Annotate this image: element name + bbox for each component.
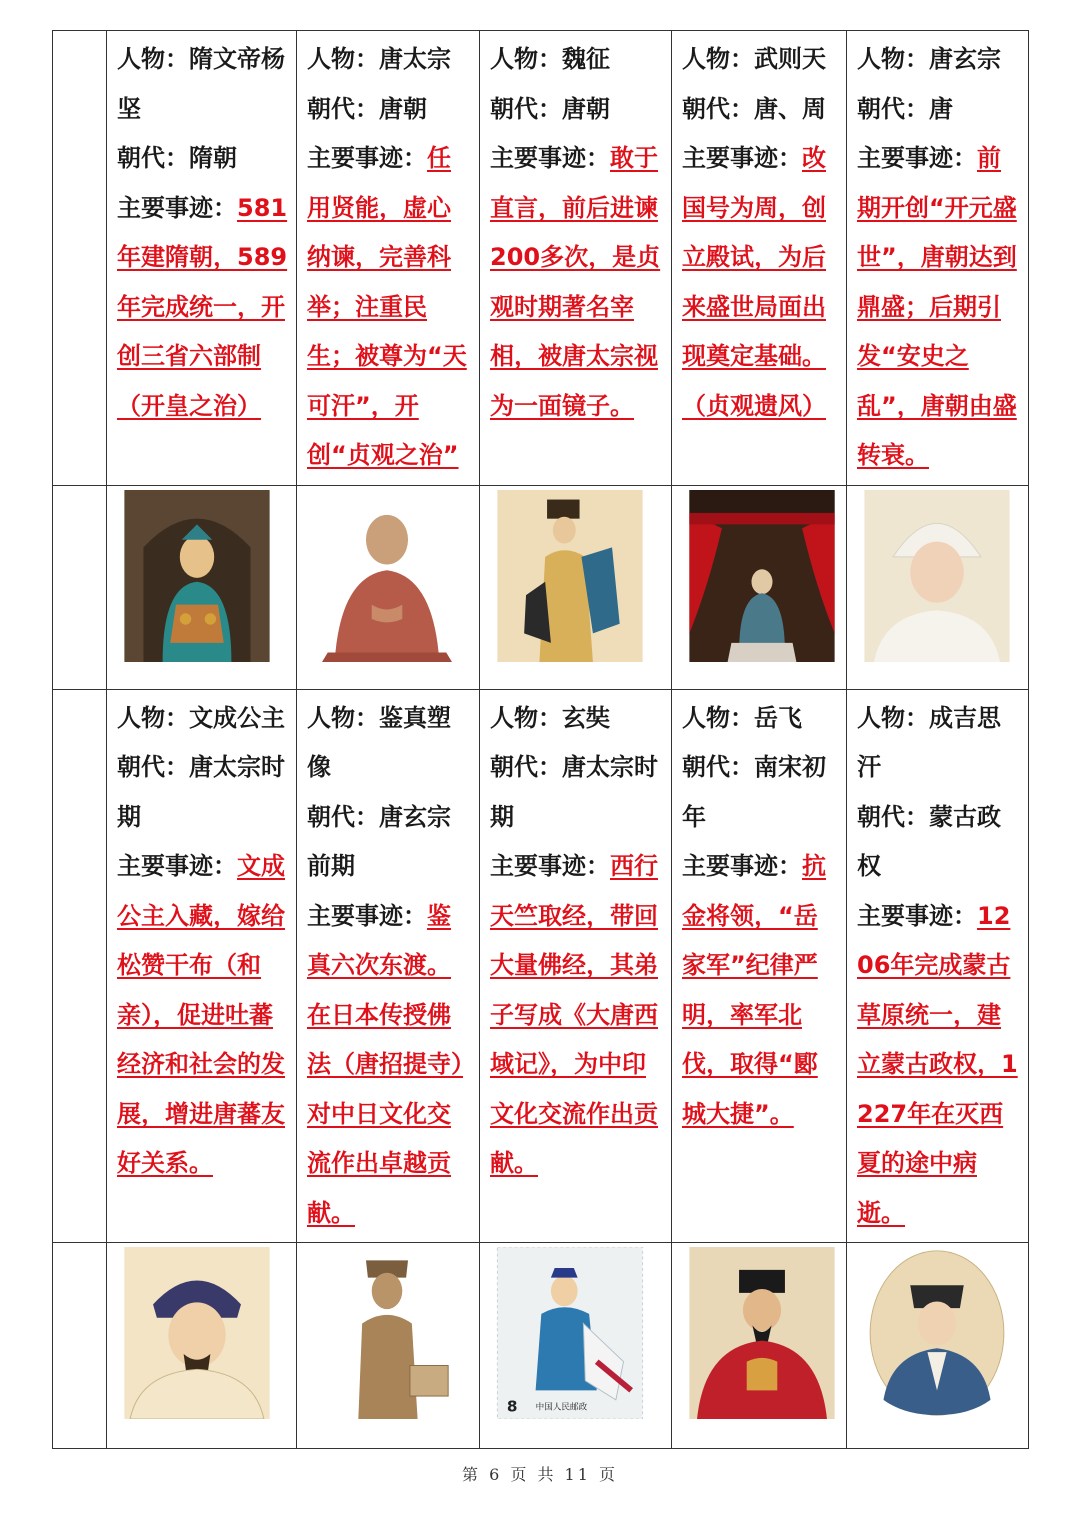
deeds-label: 主要事迹：	[490, 852, 610, 880]
throne-statue-icon	[686, 490, 838, 662]
figure-cell	[107, 31, 297, 486]
figure-cell	[297, 31, 480, 486]
table-row	[53, 689, 1029, 1243]
stamp-value: 8	[506, 1397, 518, 1416]
image-cell	[672, 485, 847, 689]
deeds-text: 抗金将领，“岳家军”纪律严明，率军北伐，取得“郾城大捷”。	[682, 852, 826, 1128]
table-row	[53, 485, 1029, 689]
person-label: 人物：成吉思汗	[857, 703, 1001, 781]
dynasty-label: 朝代：唐、周	[682, 94, 826, 123]
image-cell	[847, 1243, 1029, 1449]
deeds-text: 鉴真六次东渡。在日本传授佛法（唐招提寺）对中日文化交流作出卓越贡献。	[307, 901, 463, 1227]
image-cell	[297, 485, 480, 689]
person-label: 人物：玄奘	[490, 703, 610, 732]
dynasty-label: 朝代：唐太宗时期	[117, 753, 285, 831]
figure-cell	[480, 31, 672, 486]
white-robed-portrait-icon	[861, 490, 1013, 662]
dynasty-label: 朝代：唐太宗时期	[490, 753, 658, 831]
figure-cell	[847, 31, 1029, 486]
image-cell	[847, 485, 1029, 689]
seated-monk-statue-icon	[311, 490, 463, 662]
deeds-text: 文成公主入藏，嫁给松赞干布（和亲），促进吐蕃经济和社会的发展，增进唐蕃友好关系。	[117, 852, 285, 1177]
empty-side-cell	[53, 689, 107, 1243]
person-label: 人物：唐太宗	[307, 45, 451, 73]
table-row	[53, 31, 1029, 486]
person-label: 人物：鉴真塑像	[307, 703, 451, 781]
figure-cell	[672, 31, 847, 486]
deeds-label: 主要事迹：	[682, 852, 802, 880]
dynasty-label: 朝代：蒙古政权	[857, 802, 1001, 880]
image-cell	[107, 485, 297, 689]
dynasty-label: 朝代：唐朝	[490, 94, 610, 123]
deeds-label: 主要事迹：	[490, 144, 610, 172]
figure-cell	[107, 689, 297, 1243]
scholar-statue-icon	[311, 1247, 463, 1419]
stamp-country: 中国人民邮政	[535, 1402, 588, 1413]
dynasty-label: 朝代：隋朝	[117, 144, 237, 172]
stamp-warrior-icon	[494, 1247, 646, 1419]
deeds-text: 任用贤能，虚心纳谏，完善科举；注重民生；被尊为“天可汗”，开创“贞观之治”	[307, 144, 467, 469]
dynasty-label: 朝代：唐	[857, 94, 953, 123]
deeds-text: 581年建隋朝，589年完成统一，开创三省六部制（开皇之治）	[117, 193, 288, 420]
deeds-label: 主要事迹：	[307, 144, 427, 172]
deeds-text: 西行天竺取经，带回大量佛经，其弟子写成《大唐西域记》，为中印文化交流作出贡献。	[490, 852, 658, 1177]
seated-statue-icon	[121, 490, 273, 662]
deeds-text: 改国号为周，创立殿试，为后来盛世局面出现奠定基础。（贞观遗风）	[682, 144, 826, 420]
history-figures-table	[52, 30, 1029, 1449]
figure-cell	[847, 689, 1029, 1243]
image-cell	[480, 485, 672, 689]
empty-side-cell	[53, 485, 107, 689]
page-footer: 第 6 页 共 11 页	[462, 1465, 618, 1484]
deeds-label: 主要事迹：	[857, 901, 977, 930]
image-cell	[297, 1243, 480, 1449]
mongol-portrait-icon	[121, 1247, 273, 1419]
person-label: 人物：隋文帝杨坚	[117, 45, 285, 123]
deeds-text: 前期开创“开元盛世”，唐朝达到鼎盛；后期引发“安史之乱”，唐朝由盛转衰。	[857, 144, 1017, 469]
person-label: 人物：岳飞	[682, 703, 802, 732]
red-robed-official-portrait-icon	[686, 1247, 838, 1419]
figure-cell	[297, 689, 480, 1243]
empty-side-cell	[53, 1243, 107, 1449]
deeds-label: 主要事迹：	[857, 144, 977, 172]
deeds-text: 1206年完成蒙古草原统一，建立蒙古政权，1227年在灭西夏的途中病逝。	[857, 901, 1018, 1227]
empty-side-cell	[53, 31, 107, 486]
person-label: 人物：文成公主	[117, 703, 285, 732]
dynasty-label: 朝代：南宋初年	[682, 753, 826, 831]
deeds-label: 主要事迹：	[117, 193, 237, 222]
person-label: 人物：武则天	[682, 45, 826, 73]
standing-figure-painting-icon	[494, 490, 646, 662]
image-cell	[672, 1243, 847, 1449]
person-label: 人物：魏征	[490, 45, 610, 73]
deeds-text: 敢于直言，前后进谏200多次，是贞观时期著名宰相，被唐太宗视为一面镜子。	[490, 144, 661, 420]
figure-cell	[480, 689, 672, 1243]
dynasty-label: 朝代：唐玄宗前期	[307, 802, 451, 880]
deeds-label: 主要事迹：	[117, 852, 237, 880]
image-cell	[107, 1243, 297, 1449]
table-row	[53, 1243, 1029, 1449]
deeds-label: 主要事迹：	[682, 144, 802, 172]
figure-cell	[672, 689, 847, 1243]
oval-scholar-portrait-icon	[861, 1247, 1013, 1419]
image-cell	[480, 1243, 672, 1449]
deeds-label: 主要事迹：	[307, 901, 427, 930]
person-label: 人物：唐玄宗	[857, 45, 1001, 73]
dynasty-label: 朝代：唐朝	[307, 94, 427, 123]
